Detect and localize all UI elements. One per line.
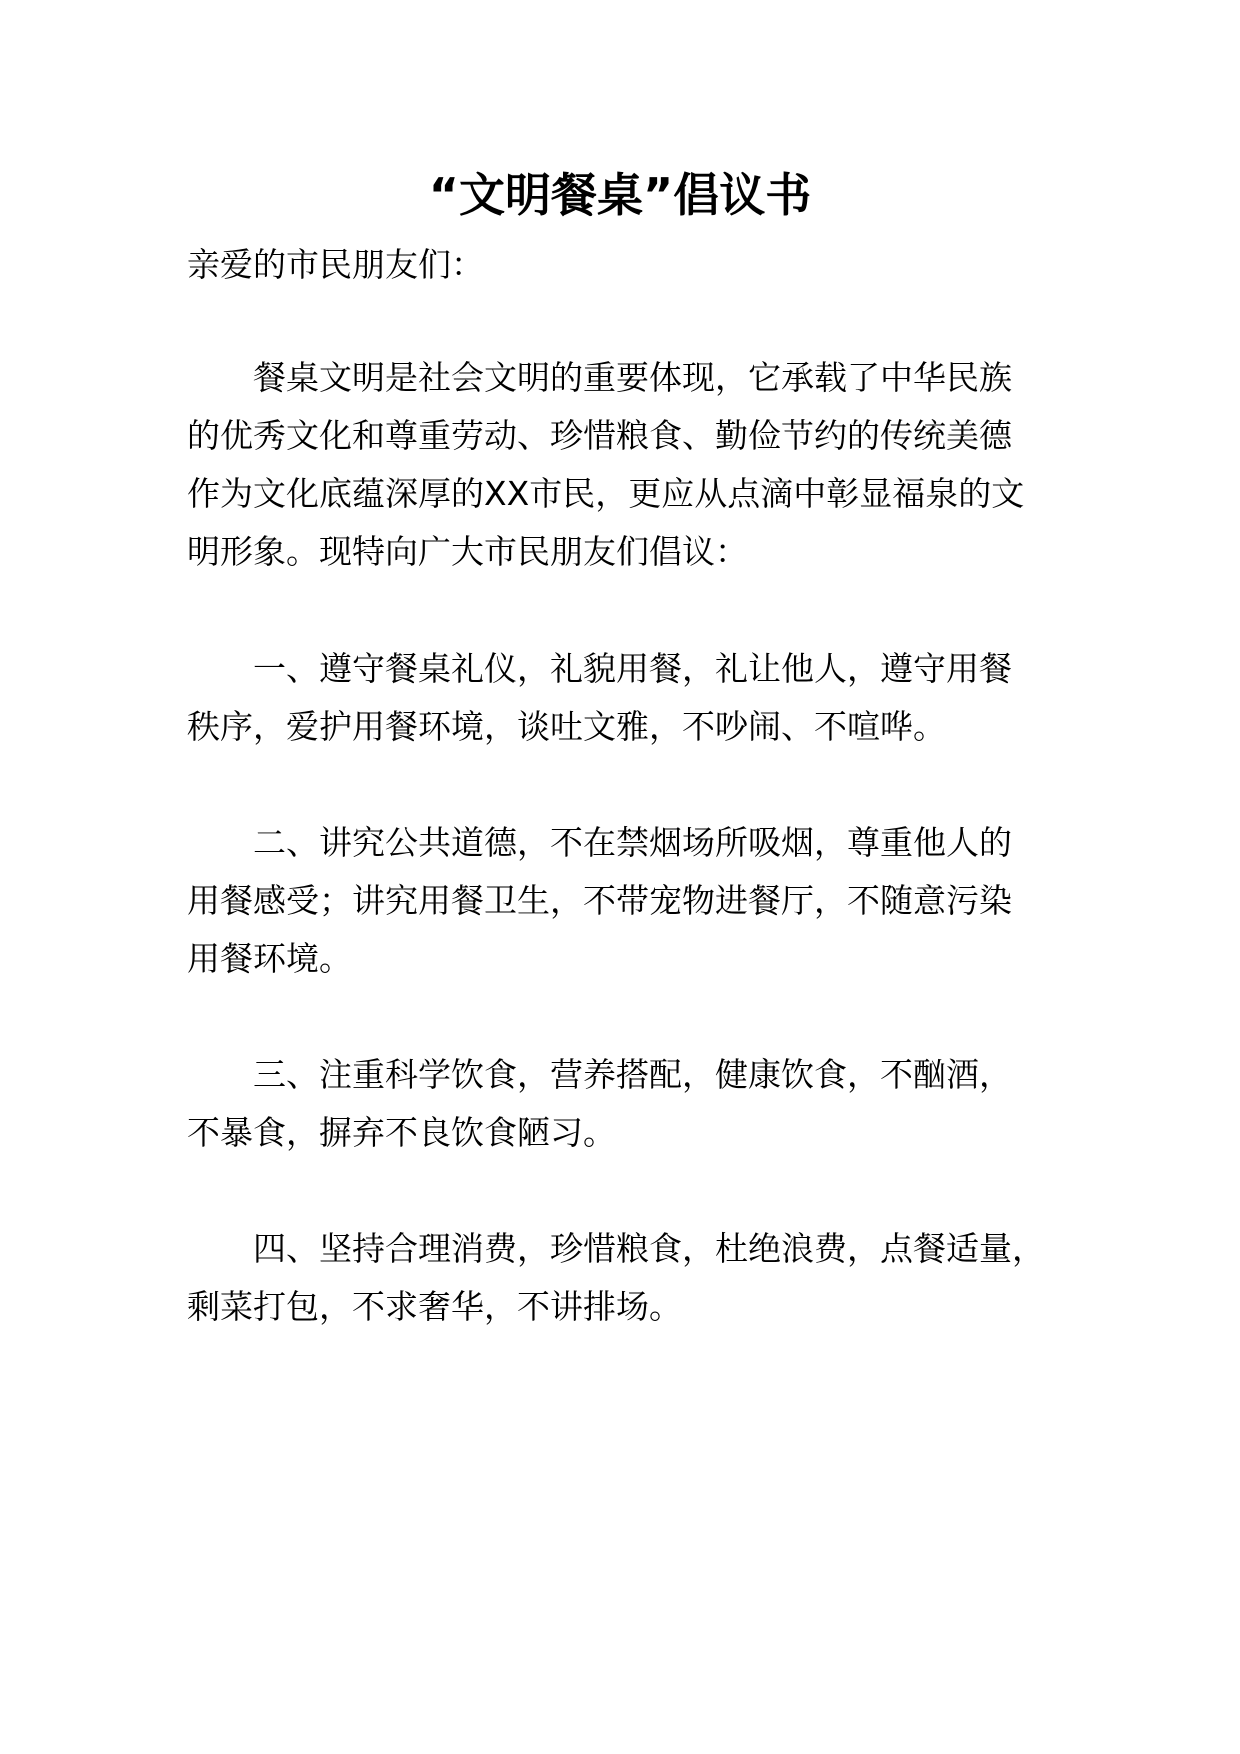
item-3-line-1: 三、注重科学饮食，营养搭配，健康饮食，不酗酒， <box>253 1055 1012 1094</box>
item-1-line-1: 一、遵守餐桌礼仪，礼貌用餐，礼让他人，遵守用餐 <box>253 649 1012 688</box>
item-3-line-2: 不暴食，摒弃不良饮食陋习。 <box>187 1113 616 1152</box>
item-4-line-2: 剩菜打包，不求奢华，不讲排场。 <box>187 1287 682 1326</box>
intro-line-4: 明形象。现特向广大市民朋友们倡议： <box>187 532 748 571</box>
intro-line-2: 的优秀文化和尊重劳动、珍惜粮食、勤俭节约的传统美德 <box>187 416 1012 455</box>
item-2-line-3: 用餐环境。 <box>187 939 352 978</box>
item-4-line-1: 四、坚持合理消费，珍惜粮食，杜绝浪费，点餐适量， <box>253 1229 1045 1268</box>
item-1-line-2: 秩序，爱护用餐环境，谈吐文雅，不吵闹、不喧哗。 <box>187 707 946 746</box>
intro-line-1: 餐桌文明是社会文明的重要体现，它承载了中华民族 <box>253 358 1012 397</box>
item-2-line-1: 二、讲究公共道德，不在禁烟场所吸烟，尊重他人的 <box>253 823 1012 862</box>
document-title: “文明餐桌”倡议书 <box>428 168 812 222</box>
salutation: 亲爱的市民朋友们： <box>187 245 484 284</box>
item-2-line-2: 用餐感受；讲究用餐卫生，不带宠物进餐厅，不随意污染 <box>187 881 1012 920</box>
intro-line-3: 作为文化底蕴深厚的XX市民，更应从点滴中彰显福泉的文 <box>187 474 1025 513</box>
